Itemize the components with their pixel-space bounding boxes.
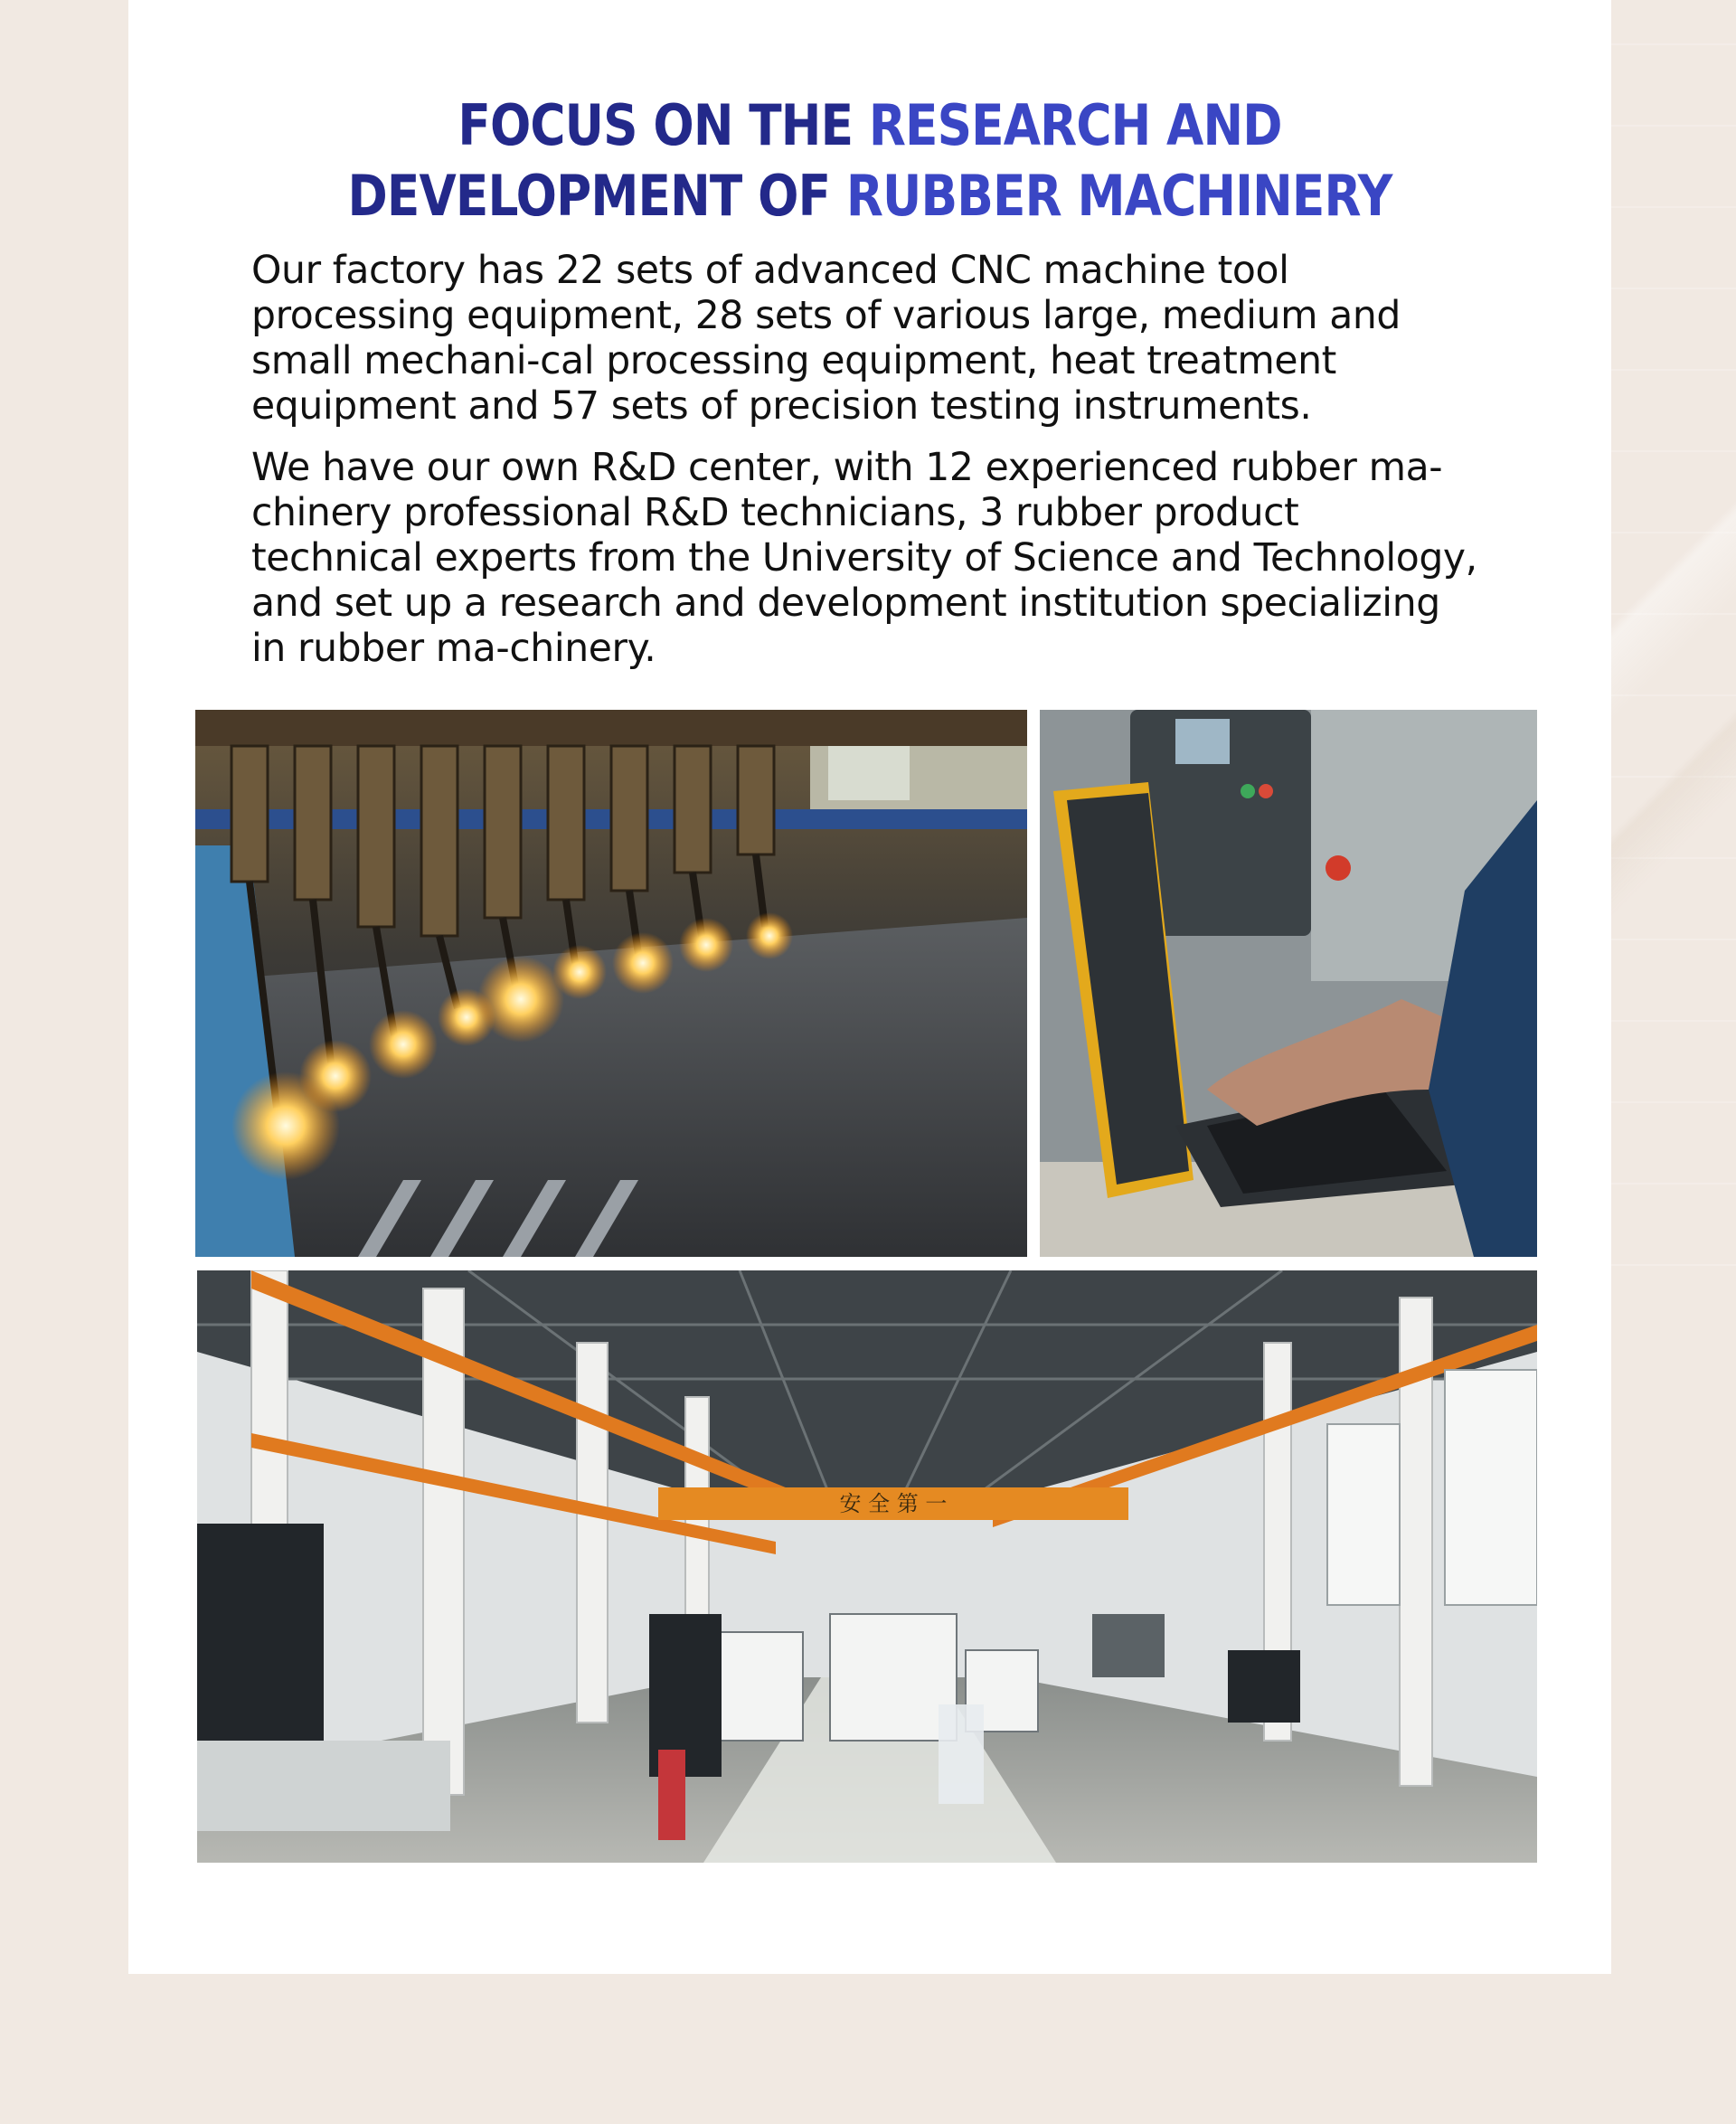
- paragraph-equipment: Our factory has 22 sets of advanced CNC machine tool processing equipment, 28 sets of various large, medium and small mechani-cal processing equipment, heat treatment equipment and 57 sets of precision testing instruments.: [251, 249, 1401, 429]
- page-title: [232, 90, 1507, 231]
- body-copy: [251, 249, 1481, 672]
- factory-workshop-photo: [197, 1270, 1537, 1863]
- title-line-2: DEVELOPMENT OF RUBBER MACHINERY: [347, 163, 1392, 229]
- cnc-operator-laptop-photo: [1040, 710, 1537, 1257]
- cnc-flame-cutting-photo: [195, 710, 1027, 1257]
- crane-safety-sign: 安 全 第 一: [839, 1491, 948, 1516]
- paragraph-rd-center: We have our own R&D center, with 12 experienced rubber ma-chinery professional R&D technicians, 3 rubber product technical experts from the University of Science and Technology, and set up a research and development institution specializing in rubber ma-chinery.: [251, 446, 1477, 671]
- title-line-1: FOCUS ON THE RESEARCH AND: [458, 92, 1282, 158]
- background-decoration: [1609, 0, 1736, 1266]
